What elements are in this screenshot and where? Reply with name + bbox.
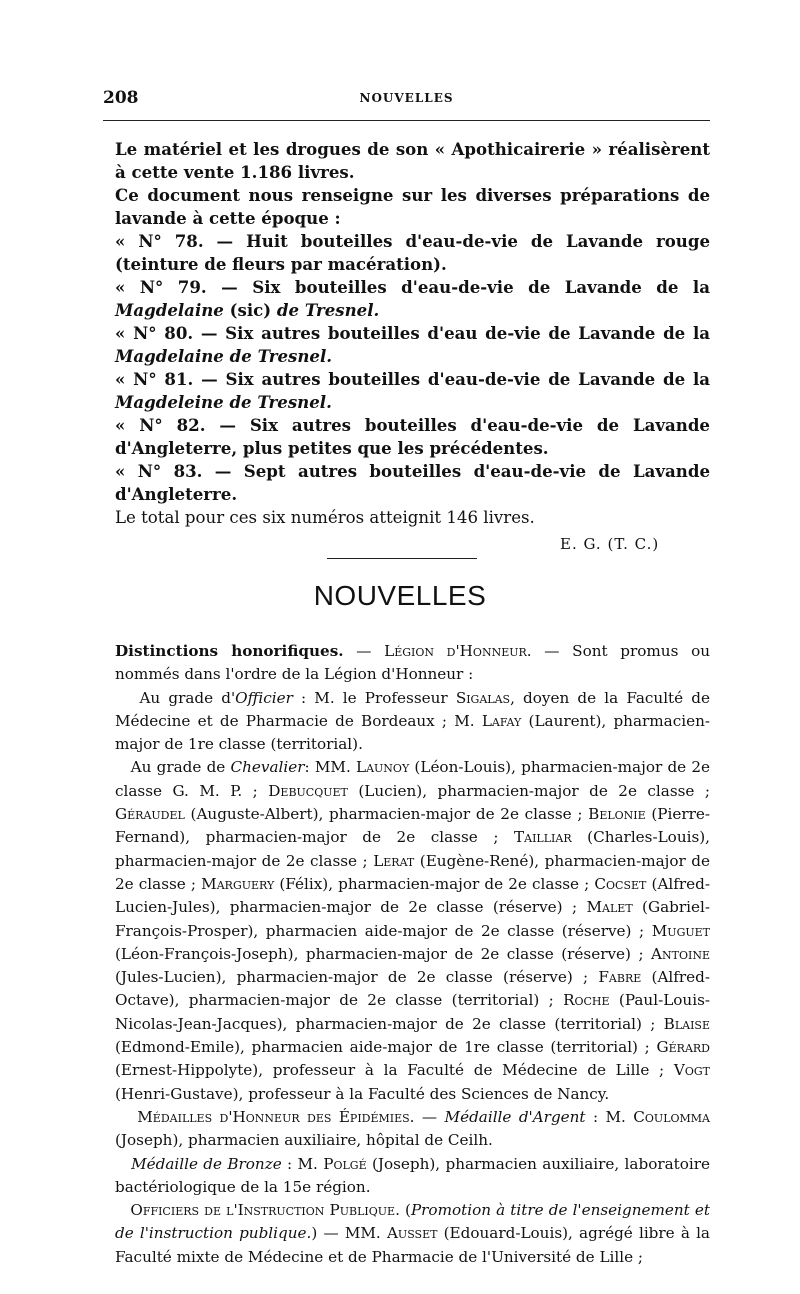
header-rule <box>103 120 710 121</box>
paragraph: Distinctions honorifiques. — Légion d'Honneur. — Sont promus ou nommés dans l'ordre de la Légion d'Honneur : <box>115 642 710 684</box>
paragraph: Au grade de Chevalier: MM. Launoy (Léon-Louis), pharmacien-major de 2e classe G. M. P. ; Debucquet (Lucien), pharmacien-major de 2e classe ; Géraudel (Auguste-Albert), pharmacien-major de 2e classe ; Belonie (Pierre-Fernand), pharmacien-major de 2e classe ; Tailliar (Charles-Louis), pharmacien-major de 2e classe ; Lerat (Eugène-René), pharmacien-major de 2e classe ; Marguery (Félix), pharmacien-major de 2e classe ; Cocset (Alfred-Lucien-Jules), pharmacien-major de 2e classe (réserve) ; Malet (Gabriel-François-Prosper), pharmacien aide-major de 2e classe (réserve) ; Muguet (Léon-François-Joseph), pharmacien-major de 2e classe (réserve) ; Antoine (Jules-Lucien), pharmacien-major de 2e classe (réserve) ; Fabre (Alfred-Octave), pharmacien-major de 2e classe (territorial) ; Roche (Paul-Louis-Nicolas-Jean-Jacques), pharmacien-major de 2e classe (territorial) ; Blaise (Edmond-Emile), pharmacien aide-major de 1re classe (territorial) ; Gérard (Ernest-Hippolyte), professeur à la Faculté de Médecine de Lille ; Vogt (Henri-Gustave), professeur à la Faculté des Sciences de Nancy. <box>115 758 711 1103</box>
paragraph: « N° 83. — Sept autres bouteilles d'eau-de-vie de Lavande d'Angleterre. <box>115 461 710 504</box>
paragraph: « N° 79. — Six bouteilles d'eau-de-vie de Lavande de la Magdelaine (sic) de Tresnel. <box>115 277 710 320</box>
page-header <box>103 88 710 110</box>
paragraph: Médaille de Bronze : M. Polgé (Joseph), pharmacien auxiliaire, laboratoire bactériologique de la 15e région. <box>115 1154 711 1196</box>
paragraph: « N° 82. — Six autres bouteilles d'eau-de-vie de Lavande d'Angleterre, plus petites que les précédentes. <box>115 415 710 458</box>
paragraph: « N° 80. — Six autres bouteilles d'eau de-vie de Lavande de la Magdelaine de Tresnel. <box>115 323 710 366</box>
paragraph: « N° 78. — Huit bouteilles d'eau-de-vie de Lavande rouge (teinture de fleurs par macération). <box>115 231 710 274</box>
paragraph: Officiers de l'Instruction Publique. (Promotion à titre de l'enseignement et de l'instruction publique.) — MM. Ausset (Edouard-Louis), agrégé libre à la Faculté mixte de Médecine et de Pharmacie de l'Université de Lille ; <box>115 1201 710 1266</box>
paragraph: Ce document nous renseigne sur les diverses préparations de lavande à cette époque : <box>115 185 710 228</box>
signature: E. G. (T. C.) <box>560 535 660 553</box>
running-title: NOUVELLES <box>359 91 454 105</box>
paragraph: « N° 81. — Six autres bouteilles d'eau-de-vie de Lavande de la Magdeleine de Tresnel. <box>115 369 710 412</box>
paragraph: Le matériel et les drogues de son « Apothicairerie » réalisèrent à cette vente 1.186 livres. <box>115 139 710 182</box>
page-number: 208 <box>103 88 139 108</box>
news-body <box>115 640 710 1269</box>
section-title: NOUVELLES <box>313 580 487 611</box>
paragraph: Au grade d'Officier : M. le Professeur Sigalas, doyen de la Faculté de Médecine et de Pharmacie de Bordeaux ; M. Lafay (Laurent), pharmacien-major de 1re classe (territorial). <box>115 688 711 754</box>
paragraph: Médailles d'Honneur des Épidémies. — Médaille d'Argent : M. Coulomma (Joseph), pharmacien auxiliaire, hôpital de Ceilh. <box>115 1107 710 1150</box>
article-body <box>115 138 710 529</box>
paragraph: Le total pour ces six numéros atteignit 146 livres. <box>115 508 535 527</box>
section-separator <box>327 558 477 559</box>
